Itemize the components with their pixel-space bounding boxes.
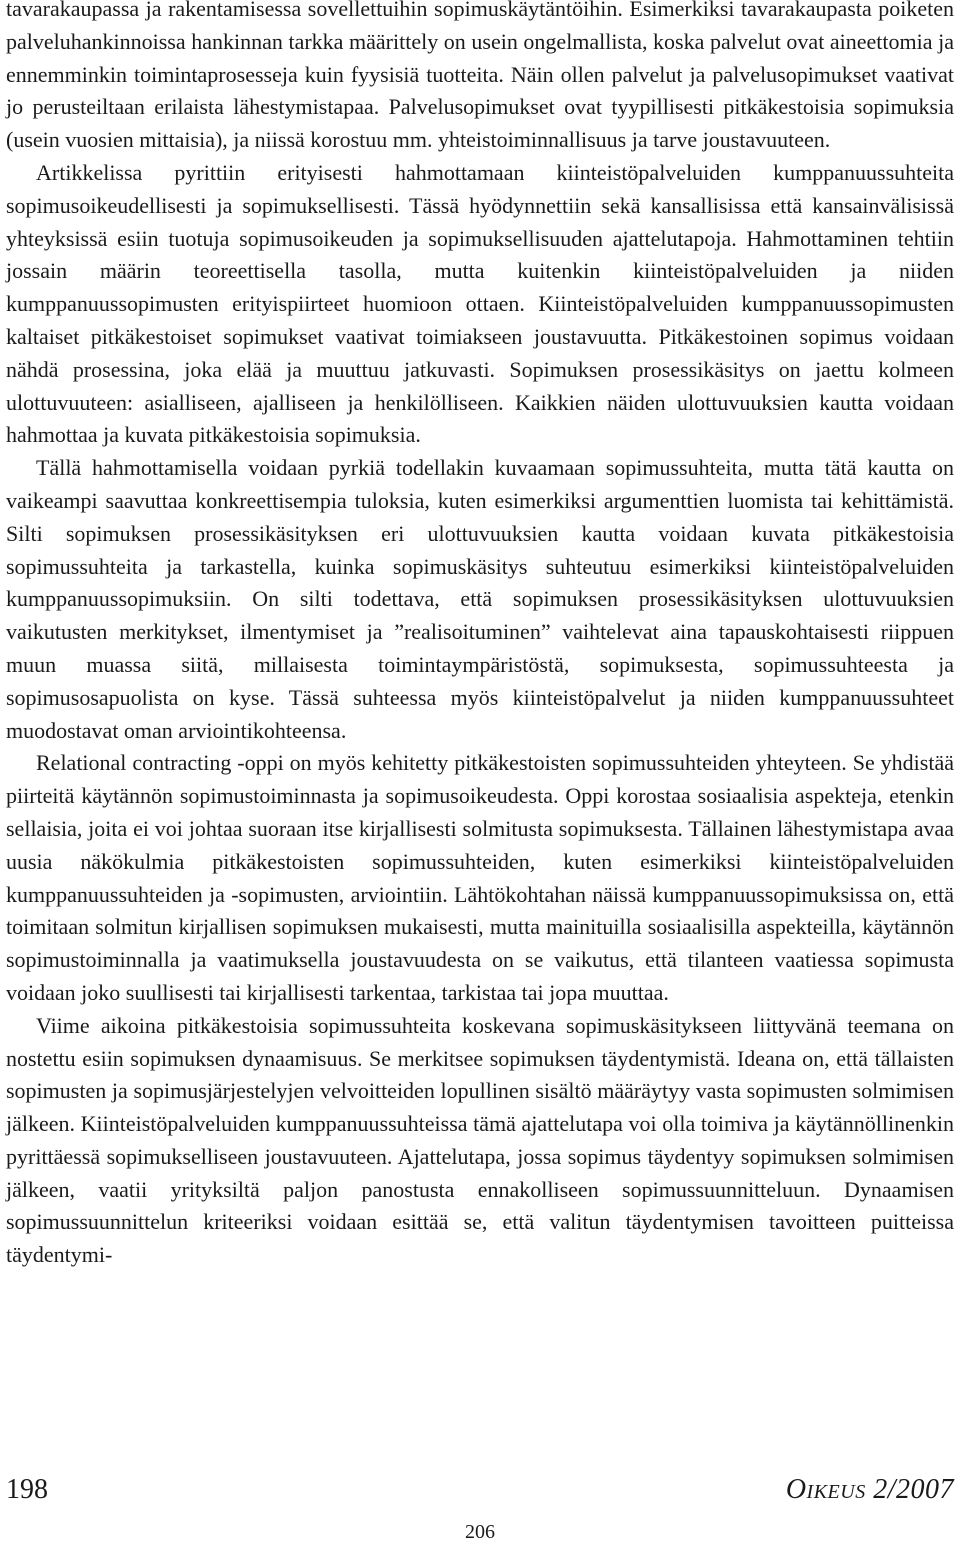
- journal-first-letter: O: [785, 1474, 807, 1505]
- paragraph-5: Viime aikoina pitkäkestoisia sopimussuhteita koskevana sopimuskäsitykseen liittyvänä teemana on nostettu esiin sopimuksen dynaamisuus. Se merkitsee sopimuksen täydentymistä. Ideana on, että tällaisten sopimusten ja sopimusjärjestelyjen velvoitteiden lopullinen sisältö määräytyy vasta sopimusten solmimisen jälkeen. Kiinteistöpalveluiden kumppanuussuhteissa tämä ajattelutapa voi olla toimiva ja käytännöllinenkin pyrittäessä sopimukselliseen joustavuuteen. Ajattelutapa, jossa sopimus täydentyy sopimuksen solmimisen jälkeen, vaatii yrityksiltä paljon panostusta ennakolliseen sopimussuunnitteluun. Dynaamisen sopimussuunnittelun kriteeriksi voidaan esittää se, että valitun täydentymisen tavoitteen puitteissa täydentymi-: [6, 1012, 954, 1268]
- page-footer: [6, 1474, 954, 1514]
- journal-issue: 2/2007: [865, 1474, 954, 1505]
- page-number: 198: [6, 1474, 48, 1505]
- paragraph-2: Artikkelissa pyrittiin erityisesti hahmottamaan kiinteistöpalveluiden kumppanuussuhteita sopimusoikeudellisesti ja sopimuksellisesti. Tässä hyödynnettiin sekä kansallisissa että kansainvälisissä yhteyksissä esiin tuotuja sopimusoikeuden ja sopimuksellisuuden ajattelutapoja. Hahmottaminen tehtiin jossain määrin teoreettisella tasolla, mutta kuitenkin kiinteistöpalveluiden ja niiden kumppanuussopimusten erityispiirteet huomioon ottaen. Kiinteistöpalveluiden kumppanuussopimusten kaltaiset pitkäkestoiset sopimukset vaativat toimiakseen joustavuutta. Pitkäkestoinen sopimus voidaan nähdä prosessina, joka elää ja muuttuu jatkuvasti. Sopimuksen prosessikäsitys on jaettu kolmeen ulottuvuuteen: asialliseen, ajalliseen ja henkilölliseen. Kaikkien näiden ulottuvuuksien kautta voidaan hahmottaa ja kuvata pitkäkestoisia sopimuksia.: [6, 159, 954, 448]
- article-body: [6, 0, 954, 1272]
- paragraph-3: Tällä hahmottamisella voidaan pyrkiä todellakin kuvaamaan sopimussuhteita, mutta tätä kautta on vaikeampi saavuttaa konkreettisempia tuloksia, kuten esimerkiksi argumenttien luomista tai kehittämistä. Silti sopimuksen prosessikäsityksen eri ulottuvuuksien kautta voidaan kuvata pitkäkestoisia sopimussuhteita ja tarkastella, kuinka sopimuskäsitys suhteutuu esimerkiksi kiinteistöpalveluiden kumppanuussopimuksiin. On silti todettava, että sopimuksen prosessikäsityksen ulottuvuuksien vaikutusten merkitykset, ilmentymiset ja ”realisoituminen” vaihtelevat aina tapauskohtaisesti riippuen muun muassa siitä, millaisesta toimintaympäristöstä, sopimuksesta, sopimussuhteesta ja sopimusosapuolista on kyse. Tässä suhteessa myös kiinteistöpalvelut ja niiden kumppanuussuhteet muodostavat oman arviointikohteensa.: [6, 455, 954, 743]
- journal-small-caps: IKEUS: [806, 1481, 866, 1503]
- paragraph-1: tavarakaupassa ja rakentamisessa sovellettuihin sopimuskäytäntöihin. Esimerkiksi tavarakaupasta poiketen palveluhankinnoissa hankinnan tarkka määrittely on usein ongelmallista, koska palvelut ovat aineettomia ja ennemminkin toimintaprosesseja kuin fyysisiä tuotteita. Näin ollen palvelut ja palvelusopimukset vaativat jo perusteiltaan erilaista lähestymistapaa. Palvelusopimukset ovat tyypillisesti pitkäkestoisia sopimuksia (usein vuosien mittaisia), ja niissä korostuu mm. yhteistoiminnallisuus ja tarve joustavuuteen.: [6, 0, 954, 153]
- sheet-number: 206: [465, 1521, 495, 1543]
- journal-title: [786, 1474, 954, 1506]
- paragraph-4: Relational contracting -oppi on myös kehitetty pitkäkestoisten sopimussuhteiden yhteyteen. Se yhdistää piirteitä käytännön sopimustoiminnasta ja sopimusoikeudesta. Oppi korostaa sosiaalisia aspekteja, etenkin sellaisia, joita ei voi johtaa suoraan itse kirjallisesti solmitusta sopimuksesta. Tällainen lähestymistapa avaa uusia näkökulmia pitkäkestoisten sopimussuhteiden, kuten esimerkiksi kiinteistöpalveluiden kumppanuussuhteiden ja -sopimusten, arviointiin. Lähtökohtahan näissä kumppanuussopimuksissa on, että toimitaan solmitun kirjallisen sopimuksen mukaisesti, mutta mainituilla sosiaalisilla aspekteilla, käytännön sopimustoiminnalla ja vaatimuksella joustavuudesta on se vaikutus, että tilanteen vaatiessa sopimusta voidaan joko suullisesti tai kirjallisesti tarkentaa, tarkistaa tai jopa muuttaa.: [6, 750, 954, 1005]
